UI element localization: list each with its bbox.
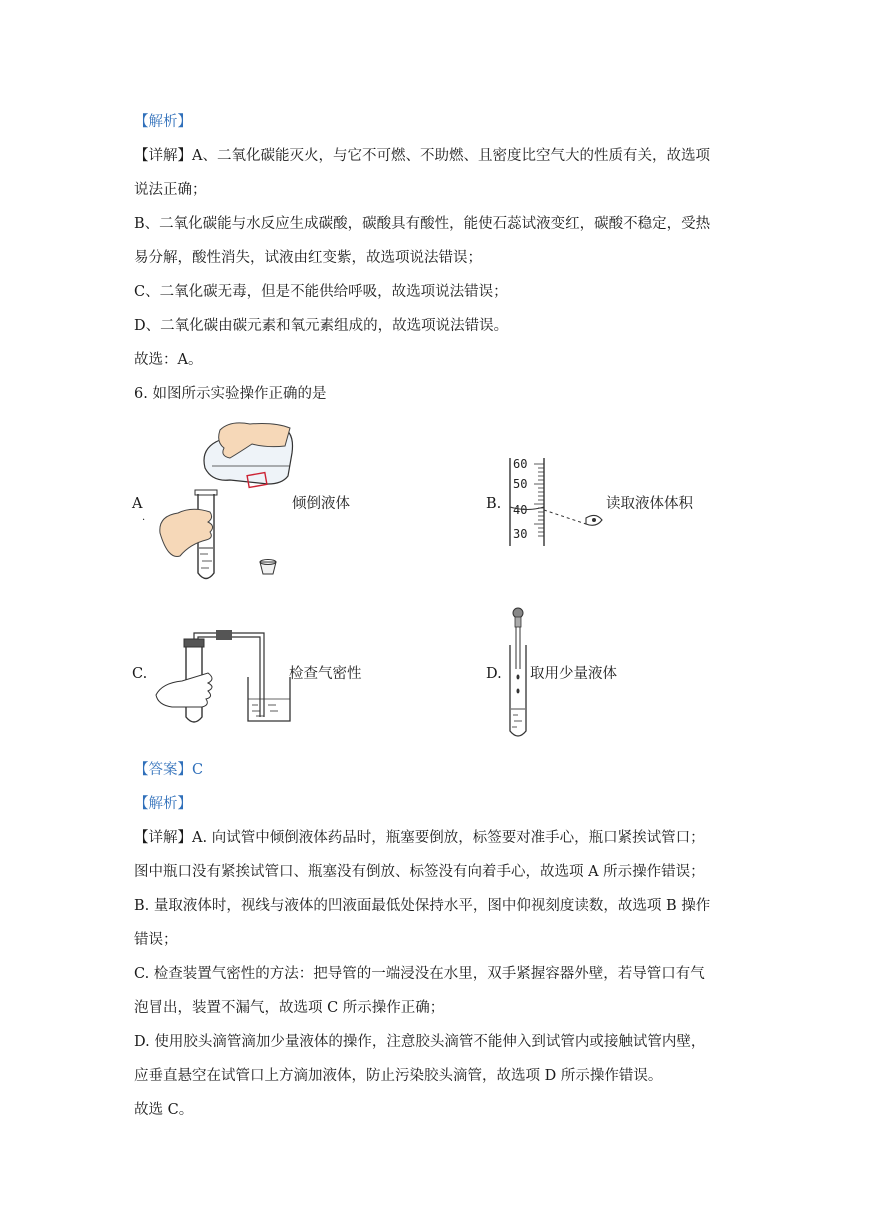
option-d-text: 取用少量液体 — [530, 666, 617, 682]
cylinder-tick-60: 60 — [513, 457, 528, 471]
option-a-letter: A — [132, 496, 143, 512]
answer-choice: 故选 C。 — [134, 1102, 194, 1118]
detail-b-line2: 易分解，酸性消失，试液由红变紫，故选项说法错误； — [134, 250, 482, 266]
answer-d-line1: D. 使用胶头滴管滴加少量液体的操作，注意胶头滴管不能伸入到试管内或接触试管内壁， — [134, 1034, 706, 1050]
option-c-text: 检查气密性 — [289, 666, 362, 682]
answer-a-line2: 图中瓶口没有紧挨试管口、瓶塞没有倒放、标签没有向着手心，故选项 A 所示操作错误； — [134, 864, 705, 880]
option-c-letter: C. — [132, 666, 148, 682]
answer-analysis-label: 【解析】 — [134, 796, 192, 812]
detail-a-line1: 【详解】A、二氧化碳能灭火，与它不可燃、不助燃、且密度比空气大的性质有关，故选项 — [134, 148, 710, 164]
cylinder-tick-50: 50 — [513, 477, 528, 491]
option-d-letter: D. — [486, 666, 502, 682]
detail-b-line1: B、二氧化碳能与水反应生成碳酸，碳酸具有酸性，能使石蕊试液变红，碳酸不稳定，受热 — [134, 216, 711, 232]
option-a-dot: . — [142, 512, 146, 523]
option-b-text: 读取液体体积 — [606, 496, 693, 512]
detail-c-line: C、二氧化碳无毒，但是不能供给呼吸，故选项说法错误； — [134, 284, 508, 300]
answer-c-line2: 泡冒出，装置不漏气，故选项 C 所示操作正确； — [134, 1000, 445, 1016]
option-b-letter: B. — [486, 496, 502, 512]
airtightness-check-figure — [152, 625, 292, 730]
option-a-text: 倾倒液体 — [292, 496, 350, 512]
detail-a-line2: 说法正确； — [134, 182, 207, 198]
answer-c-line1: C. 检查装置气密性的方法：把导管的一端浸没在水里，双手紧握容器外壁，若导管口有气 — [134, 966, 705, 982]
answer-d-line2: 应垂直悬空在试管口上方滴加液体，防止污染胶头滴管，故选项 D 所示操作错误。 — [134, 1068, 663, 1084]
answer-b-line1: B. 量取液体时，视线与液体的凹液面最低处保持水平，图中仰视刻度读数，故选项 B 操作 — [134, 898, 711, 914]
answer-b-line2: 错误； — [134, 932, 178, 948]
choice-line: 故选：A。 — [134, 352, 203, 368]
analysis-label: 【解析】 — [134, 114, 192, 130]
cylinder-tick-30: 30 — [513, 527, 528, 541]
detail-d-line: D、二氧化碳由碳元素和氧元素组成的，故选项说法错误。 — [134, 318, 509, 334]
pouring-liquid-figure — [150, 418, 300, 588]
answer-a-line1: 【详解】A. 向试管中倾倒液体药品时，瓶塞要倒放，标签要对准手心，瓶口紧挨试管口； — [134, 830, 705, 846]
cylinder-tick-40: 40 — [513, 503, 528, 517]
question-stem: 6. 如图所示实验操作正确的是 — [134, 386, 327, 402]
answer-label: 【答案】C — [134, 762, 204, 778]
